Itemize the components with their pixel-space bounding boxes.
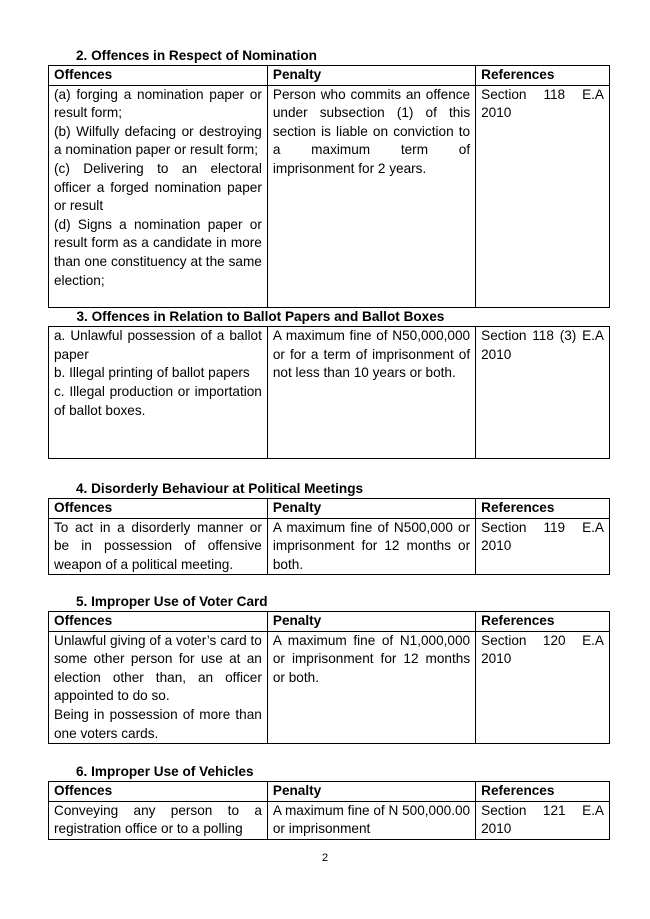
penalty-cell: A maximum fine of N 500,000.00 or imprisonment: [267, 801, 475, 839]
header-penalty: Penalty: [267, 66, 475, 86]
section-heading: 5. Improper Use of Voter Card: [76, 594, 268, 609]
header-offences: Offences: [49, 612, 268, 632]
offence-item: (d) Signs a nomination paper or result form as a candidate in more than one constituency at the same election;: [54, 216, 262, 288]
offences-cell: [49, 327, 268, 459]
offence-item: c. Illegal production or importation of ballot boxes.: [54, 383, 262, 418]
page-number: 2: [321, 852, 329, 864]
header-penalty: Penalty: [267, 782, 475, 802]
section-heading: 2. Offences in Respect of Nomination: [76, 48, 317, 63]
reference-cell: Section 120 E.A 2010: [476, 631, 610, 744]
offence-item: b. Illegal printing of ballot papers: [54, 365, 250, 381]
offence-item: To act in a disorderly manner or be in possession of offensive weapon of a political meeting.: [54, 519, 262, 572]
section-heading: 4. Disorderly Behaviour at Political Meetings: [76, 481, 364, 496]
reference-cell: Section 121 E.A 2010: [476, 801, 610, 839]
table-header-row: [49, 499, 610, 519]
disorderly-table: [48, 498, 610, 575]
offence-item: Conveying any person to a registration office or to a polling: [54, 802, 262, 837]
reference-cell: Section 118 E.A 2010: [476, 85, 610, 307]
table-row: [49, 631, 610, 744]
section-heading-row: [49, 307, 610, 327]
offence-item: (b) Wilfully defacing or destroying a nomination paper or result form;: [54, 123, 262, 158]
penalty-cell: A maximum fine of N500,000 or imprisonment for 12 months or both.: [267, 518, 475, 575]
penalty-cell: Person who commits an offence under subsection (1) of this section is liable on conviction to a maximum term of imprisonment for 2 years.: [267, 85, 475, 307]
offences-cell: [49, 631, 268, 744]
section-disorderly-behaviour: [48, 479, 610, 575]
offence-item: (a) forging a nomination paper or result form;: [54, 86, 262, 121]
voter-card-table: [48, 611, 610, 744]
header-references: References: [476, 612, 610, 632]
reference-cell: Section 119 E.A 2010: [476, 518, 610, 575]
section-heading: 6. Improper Use of Vehicles: [76, 764, 254, 779]
offences-cell: [49, 801, 268, 839]
header-references: References: [476, 782, 610, 802]
offence-item: Being in possession of more than one voters cards.: [54, 706, 262, 741]
reference-cell: Section 118 (3) E.A 2010: [476, 327, 610, 459]
header-penalty: Penalty: [267, 499, 475, 519]
offence-item: Unlawful giving of a voter’s card to some other person for use at an election other than, an officer appointed to do so.: [54, 632, 262, 704]
offence-item: (c) Delivering to an electoral officer a forged nomination paper or result: [54, 160, 262, 214]
penalty-cell: A maximum fine of N1,000,000 or imprisonment for 12 months or both.: [267, 631, 475, 744]
table-row: [49, 801, 610, 839]
header-offences: Offences: [49, 782, 268, 802]
table-row: [49, 518, 610, 575]
header-references: References: [476, 499, 610, 519]
header-penalty: Penalty: [267, 612, 475, 632]
offences-cell: [49, 518, 268, 575]
header-references: References: [476, 66, 610, 86]
table-header-row: [49, 782, 610, 802]
vehicles-table: [48, 781, 610, 840]
section-voter-card: [48, 592, 610, 744]
nomination-table: [48, 65, 610, 459]
section-vehicles: [48, 762, 610, 840]
header-offences: Offences: [49, 499, 268, 519]
section-nomination: [48, 46, 610, 459]
penalty-cell: A maximum fine of N50,000,000 or for a term of imprisonment of not less than 10 years or both.: [267, 327, 475, 459]
table-header-row: [49, 612, 610, 632]
offence-item: a. Unlawful possession of a ballot paper: [54, 328, 262, 362]
table-header-row: [49, 66, 610, 86]
table-row: [49, 85, 610, 307]
section-heading: 3. Offences in Relation to Ballot Papers and Ballot Boxes: [49, 307, 610, 327]
offences-cell: [49, 85, 268, 307]
header-offences: Offences: [49, 66, 268, 86]
table-row: [49, 327, 610, 459]
